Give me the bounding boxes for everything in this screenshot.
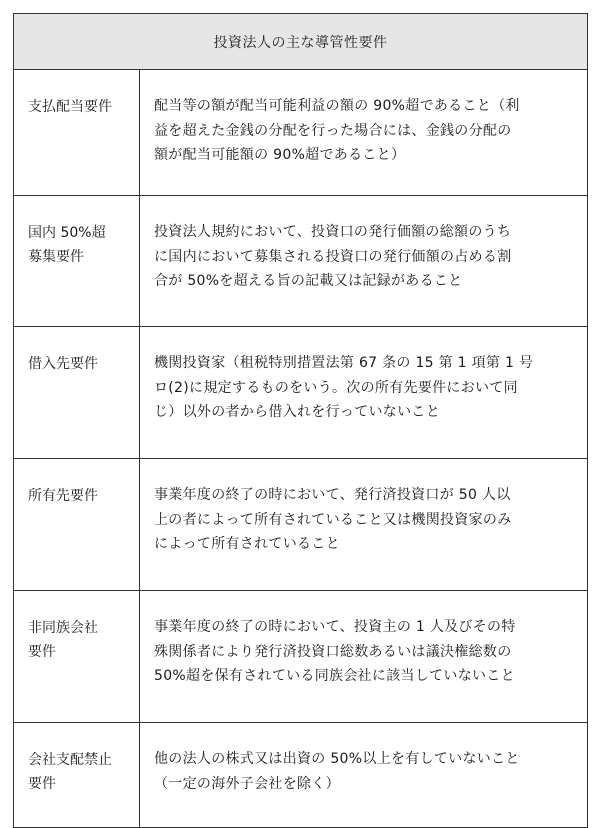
- description-line: 事業年度の終了の時において、発行済投資口が 50 人以: [154, 487, 511, 503]
- requirement-description: [140, 70, 588, 196]
- description-line: 機関投資家（租税特別措置法第 67 条の 15 第 1 項第 1 号: [154, 355, 534, 371]
- requirement-description: [140, 459, 588, 591]
- requirement-name: 非同族会社 要件: [14, 591, 140, 723]
- requirement-description: [140, 591, 588, 723]
- description-line: 配当等の額が配当可能利益の額の 90%超であること（利: [154, 98, 520, 114]
- requirement-description: [140, 723, 588, 828]
- table-row: [14, 70, 588, 196]
- table-row: [14, 196, 588, 327]
- description-line: （一定の海外子会社を除く）: [154, 775, 340, 792]
- table-row: [14, 459, 588, 591]
- description-line: 額が配当可能額の 90%超であること）: [154, 147, 406, 163]
- description-line: 益を超えた金銭の分配を行った場合には、金銭の分配の: [154, 122, 512, 139]
- description-line: 投資法人規約において、投資口の発行価額の総額のうち: [154, 224, 512, 240]
- requirement-description: [140, 196, 588, 327]
- description-line: 50%超を保有されている同族会社に該当していないこと: [154, 668, 515, 684]
- description-line: じ）以外の者から借入れを行っていないこと: [154, 404, 440, 420]
- description-line: 事業年度の終了の時において、投資主の 1 人及びその特: [154, 619, 516, 635]
- table-row: [14, 723, 588, 828]
- requirement-name: 所有先要件: [14, 459, 140, 591]
- table-title: 投資法人の主な導管性要件: [14, 14, 588, 70]
- requirement-name: 国内 50%超 募集要件: [14, 196, 140, 327]
- table-header-row: [14, 14, 588, 70]
- table-row: [14, 327, 588, 459]
- description-line: に国内において募集される投資口の発行価額の占める割: [154, 248, 512, 265]
- requirement-description: [140, 327, 588, 459]
- requirement-name: 会社支配禁止 要件: [14, 723, 140, 828]
- table-row: [14, 591, 588, 723]
- description-line: 殊関係者により発行済投資口総数あるいは議決権総数の: [154, 643, 512, 660]
- description-line: によって所有されていること: [154, 536, 340, 552]
- description-line: 上の者によって所有されていること又は機関投資家のみ: [154, 511, 512, 528]
- requirements-table: [13, 13, 588, 828]
- description-line: 合が 50%を超える旨の記載又は記録があること: [154, 273, 463, 289]
- requirement-name: 借入先要件: [14, 327, 140, 459]
- requirement-name: 支払配当要件: [14, 70, 140, 196]
- description-line: 他の法人の株式又は出資の 50%以上を有していないこと: [154, 751, 520, 767]
- description-line: ロ(2)に規定するものをいう。次の所有先要件において同: [154, 379, 518, 396]
